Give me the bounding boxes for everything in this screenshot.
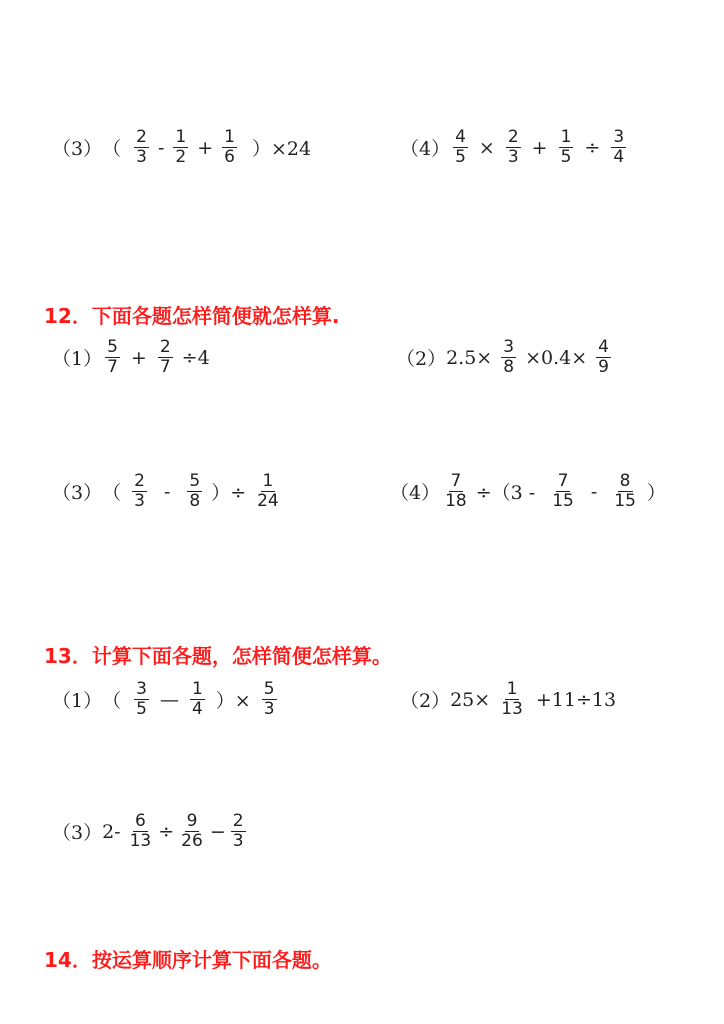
fraction: $\frac{4}{9}$ [598,337,609,377]
problem-12-2 [396,338,614,377]
problem-label: （1） [52,348,103,370]
problem-label: （2） [400,690,451,712]
fraction: $\frac{7}{15}$ [552,471,574,511]
paren-close: ）×24 [251,138,312,160]
problem-label: （4） [390,482,441,504]
paren-open: （ [102,138,122,160]
section-14-title: 14．按运算顺序计算下面各题。 [44,948,332,972]
fraction: $\frac{1}{2}$ [175,127,187,167]
operator: ÷ [584,136,601,159]
fraction: $\frac{1}{4}$ [191,679,203,719]
operator-tail: ÷4 [181,346,210,369]
expr-lead: 2- [102,820,121,843]
operator: — [159,688,179,711]
problem-label: （3） [52,822,103,844]
problem-top-3 [52,128,311,167]
fraction: $\frac{7}{18}$ [445,471,467,511]
fraction: $\frac{3}{8}$ [503,337,515,377]
fraction: $\frac{2}{3}$ [134,471,145,511]
operator: + [531,136,548,159]
paren-open: （ [102,482,122,504]
operator: - [163,480,171,503]
fraction: $\frac{2}{3}$ [136,127,147,167]
operator: + [197,136,214,159]
problem-label: （3） [52,138,103,160]
fraction: $\frac{5}{7}$ [107,337,118,377]
operator: + [130,346,147,369]
fraction: $\frac{9}{26}$ [181,811,203,851]
operator: - [590,480,598,503]
fraction: $\frac{2}{7}$ [159,337,171,377]
problem-label: （2） [396,348,447,370]
fraction: $\frac{1}{24}$ [257,471,279,511]
fraction: $\frac{1}{5}$ [560,127,572,167]
paren-open: （ [102,690,122,712]
problem-12-3 [52,472,284,511]
fraction: $\frac{1}{13}$ [501,679,523,719]
operator: - [157,136,165,159]
fraction: $\frac{3}{5}$ [136,679,147,719]
problem-13-1 [52,680,280,719]
problem-12-4 [390,472,666,511]
problem-label: （1） [52,690,103,712]
expr-mid: ×0.4× [525,346,588,369]
problem-13-2 [400,680,616,719]
fraction: $\frac{3}{4}$ [613,127,625,167]
problem-13-3 [52,812,249,851]
fraction: $\frac{6}{13}$ [129,811,152,851]
operator: − [209,820,226,843]
section-12-title: 12．下面各题怎样简便就怎样算. [44,304,340,328]
operator: ÷ [158,820,175,843]
problem-label: （4） [400,138,451,160]
problem-12-1 [52,338,210,377]
expr-mid: ÷（3 - [475,482,536,504]
section-13-title: 13．计算下面各题，怎样简便怎样算。 [44,644,392,668]
problem-label: （3） [52,482,103,504]
expr-lead: 2.5× [446,346,493,369]
expr-mid: ）× [215,690,251,712]
fraction: $\frac{5}{8}$ [189,471,201,511]
problem-top-4 [400,128,629,167]
fraction: $\frac{2}{3}$ [232,811,244,851]
fraction: $\frac{1}{6}$ [224,127,235,167]
expr-mid: ）÷ [211,482,247,504]
operator-tail: +11÷13 [535,688,617,711]
fraction: $\frac{5}{3}$ [263,679,275,719]
fraction: $\frac{8}{15}$ [614,471,636,511]
paren-close: ） [646,482,666,504]
fraction: $\frac{4}{5}$ [455,127,466,167]
operator: × [478,136,495,159]
fraction: $\frac{2}{3}$ [507,127,519,167]
expr-lead: 25× [450,688,491,711]
